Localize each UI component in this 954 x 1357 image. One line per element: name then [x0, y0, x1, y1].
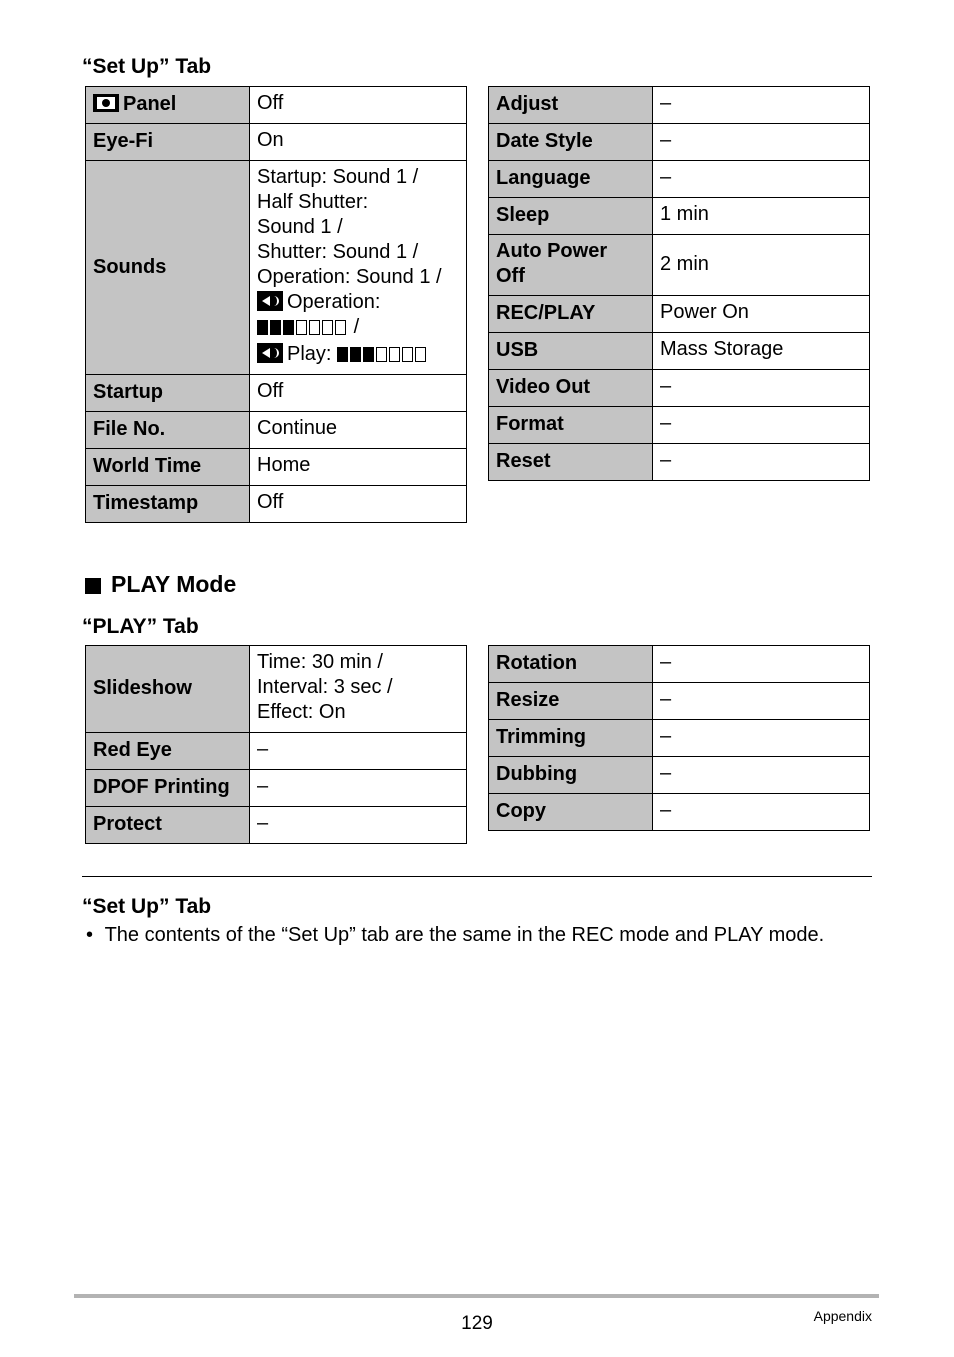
table-row [489, 407, 870, 444]
row-key: Sleep [489, 198, 653, 235]
row-value: – [653, 87, 870, 124]
row-key: Trimming [489, 720, 653, 757]
table-row [86, 733, 467, 770]
footer-rule [74, 1294, 879, 1298]
note-heading: “Set Up” Tab [82, 895, 212, 918]
row-value: – [653, 646, 870, 683]
row-value: – [250, 807, 467, 844]
table-row [86, 124, 467, 161]
row-value: Mass Storage [653, 333, 870, 370]
table-row [86, 486, 467, 523]
table-row [86, 87, 467, 124]
table-row [489, 794, 870, 831]
volume-segment [337, 347, 348, 362]
volume-segment [257, 320, 268, 335]
row-key: Panel [86, 87, 250, 124]
table-row [489, 296, 870, 333]
row-value: – [250, 733, 467, 770]
row-value: – [250, 770, 467, 807]
row-key: World Time [86, 449, 250, 486]
table-row [86, 449, 467, 486]
sounds-line: Shutter: Sound 1 / [257, 241, 419, 263]
table-row [489, 161, 870, 198]
speaker-icon [257, 291, 283, 311]
table-row [86, 770, 467, 807]
table-row [489, 646, 870, 683]
table-row [489, 235, 870, 296]
volume-segment [296, 320, 307, 335]
row-value: – [653, 370, 870, 407]
row-value: On [250, 124, 467, 161]
square-bullet-icon [85, 578, 101, 594]
volume-segment [309, 320, 320, 335]
volume-segment [363, 347, 374, 362]
row-key: USB [489, 333, 653, 370]
panel-icon [93, 94, 119, 112]
volume-segment [283, 320, 294, 335]
table-row [489, 87, 870, 124]
play-table-right [488, 645, 870, 831]
volume-segment [415, 347, 426, 362]
row-value: – [653, 757, 870, 794]
volume-segment [322, 320, 333, 335]
row-value: Off [250, 375, 467, 412]
row-key: Resize [489, 683, 653, 720]
row-key: DPOF Printing [86, 770, 250, 807]
row-key: Protect [86, 807, 250, 844]
row-value: Power On [653, 296, 870, 333]
setup-tab-heading: “Set Up” Tab [82, 55, 212, 78]
sounds-value [250, 161, 467, 375]
row-key: Reset [489, 444, 653, 481]
volume-segment [402, 347, 413, 362]
row-key: Rotation [489, 646, 653, 683]
section-divider [82, 876, 872, 877]
row-value: – [653, 720, 870, 757]
row-value: 2 min [653, 235, 870, 296]
setup-table-left [85, 86, 467, 523]
section-label: Appendix [813, 1308, 872, 1324]
volume-segment [270, 320, 281, 335]
table-row [489, 720, 870, 757]
row-key: Slideshow [86, 646, 250, 733]
sounds-line: Half Shutter: [257, 191, 369, 213]
operation-volume-meter [257, 317, 348, 342]
row-value: Home [250, 449, 467, 486]
row-key: REC/PLAY [489, 296, 653, 333]
sounds-line: Sound 1 / [257, 216, 343, 238]
row-value: – [653, 124, 870, 161]
table-row [489, 370, 870, 407]
play-table-left [85, 645, 467, 844]
table-row [86, 807, 467, 844]
table-row [489, 757, 870, 794]
row-value: Continue [250, 412, 467, 449]
row-value: – [653, 683, 870, 720]
volume-segment [335, 320, 346, 335]
row-value: – [653, 407, 870, 444]
note-text: The contents of the “Set Up” tab are the same in the REC mode and PLAY mode. [104, 924, 825, 946]
row-key: Language [489, 161, 653, 198]
sounds-line: Startup: Sound 1 / [257, 166, 419, 188]
row-value: 1 min [653, 198, 870, 235]
row-key: Eye-Fi [86, 124, 250, 161]
play-mode-title: PLAY Mode [111, 571, 237, 597]
row-value: – [653, 444, 870, 481]
row-value: Time: 30 min / Interval: 3 sec / Effect: On [250, 646, 467, 733]
table-row [86, 161, 467, 375]
row-value: Off [250, 87, 467, 124]
row-key: File No. [86, 412, 250, 449]
note-item [86, 923, 824, 947]
table-row [86, 412, 467, 449]
play-volume-line: Play: [257, 342, 459, 369]
table-row [86, 646, 467, 733]
row-key: Dubbing [489, 757, 653, 794]
volume-segment [376, 347, 387, 362]
row-key: Sounds [86, 161, 250, 375]
sounds-line: Operation: Sound 1 / [257, 266, 442, 288]
row-value: – [653, 794, 870, 831]
speaker-icon [257, 343, 283, 363]
row-key: Adjust [489, 87, 653, 124]
table-row [489, 198, 870, 235]
row-key: Format [489, 407, 653, 444]
play-volume-meter [337, 344, 428, 369]
row-key: Timestamp [86, 486, 250, 523]
volume-segment [389, 347, 400, 362]
operation-volume-line: Operation: [257, 290, 459, 315]
page-number: 129 [461, 1313, 493, 1334]
row-key: Startup [86, 375, 250, 412]
table-row [489, 124, 870, 161]
table-row [489, 444, 870, 481]
bullet: • [86, 924, 94, 946]
row-value: – [653, 161, 870, 198]
row-value: Off [250, 486, 467, 523]
row-key: Copy [489, 794, 653, 831]
operation-volume-bar-line: / [257, 315, 459, 342]
table-row [86, 375, 467, 412]
row-key: Video Out [489, 370, 653, 407]
row-key: Red Eye [86, 733, 250, 770]
table-row [489, 333, 870, 370]
play-tab-heading: “PLAY” Tab [82, 615, 199, 638]
row-key: Date Style [489, 124, 653, 161]
setup-table-right [488, 86, 870, 481]
table-row [489, 683, 870, 720]
row-key: Auto Power Off [489, 235, 653, 296]
volume-segment [350, 347, 361, 362]
